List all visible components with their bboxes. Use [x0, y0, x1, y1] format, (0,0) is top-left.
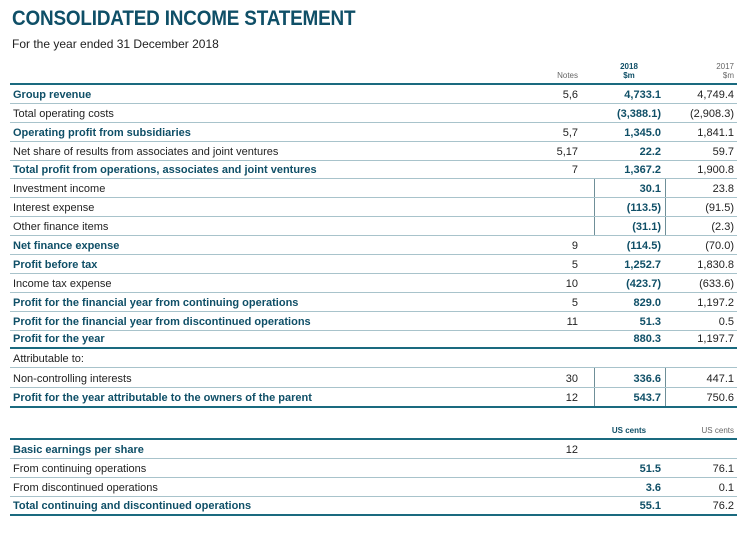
row-value-2018: 51.3 [639, 315, 661, 328]
row-notes: 12 [565, 443, 578, 456]
row-value-2017: 447.1 [706, 373, 734, 386]
row-value-2018: 880.3 [633, 333, 661, 346]
table-row [10, 255, 737, 274]
table-row [10, 293, 737, 312]
row-value-2017: (2.3) [711, 221, 734, 234]
row-value-2018: 1,345.0 [624, 126, 661, 139]
row-label: Net share of results from associates and joint ventures [13, 145, 279, 158]
row-notes: 10 [565, 277, 578, 290]
page-title: CONSOLIDATED INCOME STATEMENT [12, 7, 356, 30]
table-row [10, 161, 737, 180]
row-label: Interest expense [13, 202, 95, 215]
earnings-per-share-table [10, 420, 737, 516]
eps-2017-header: US cents [701, 426, 734, 435]
row-notes: 9 [571, 240, 578, 253]
table-header [10, 58, 737, 85]
row-label: Operating profit from subsidiaries [13, 126, 191, 139]
table-row [10, 368, 737, 388]
row-value-2018: 1,367.2 [624, 164, 661, 177]
table-row [10, 459, 737, 478]
table-row [10, 388, 737, 408]
row-value-2017: 1,830.8 [697, 258, 734, 271]
row-value-2017: 0.1 [718, 481, 734, 494]
row-value-2017: 1,841.1 [697, 126, 734, 139]
row-label: Profit for the financial year from discontinued operations [13, 315, 311, 328]
row-label: Group revenue [13, 88, 92, 101]
row-notes: 5 [571, 258, 578, 271]
row-value-2017: 4,749.4 [697, 88, 734, 101]
row-label: Income tax expense [13, 277, 112, 290]
row-label: Profit for the year [13, 333, 105, 346]
row-label: Total operating costs [13, 107, 114, 120]
row-value-2018: (114.5) [626, 240, 661, 253]
year-2017-header [666, 62, 734, 80]
row-notes: 5 [571, 296, 578, 309]
table-row [10, 331, 737, 350]
row-value-2018: 22.2 [639, 145, 661, 158]
row-label: Other finance items [13, 221, 109, 234]
row-label: From discontinued operations [13, 481, 158, 494]
row-value-2017: 59.7 [712, 145, 734, 158]
row-value-2018: (3,388.1) [616, 107, 661, 120]
row-value-2017: 1,900.8 [697, 164, 734, 177]
row-label: Non-controlling interests [13, 373, 132, 386]
row-value-2017: 750.6 [706, 392, 734, 405]
row-value-2017: (2,908.3) [689, 107, 734, 120]
row-value-2017: 0.5 [718, 315, 734, 328]
table-row [10, 497, 737, 516]
row-value-2018: (423.7) [626, 277, 661, 290]
row-value-2017: 1,197.7 [697, 333, 734, 346]
row-value-2018: 1,252.7 [624, 258, 661, 271]
table-row [10, 179, 737, 198]
eps-2018-header: US cents [611, 426, 647, 435]
table-row [10, 85, 737, 104]
row-value-2017: 23.8 [712, 183, 734, 196]
row-value-2017: (633.6) [699, 277, 734, 290]
table-row [10, 274, 737, 293]
row-value-2018: 55.1 [639, 499, 661, 512]
row-label: Profit before tax [13, 258, 98, 271]
row-notes: 30 [565, 373, 578, 386]
row-notes: 5,7 [562, 126, 578, 139]
row-label: From continuing operations [13, 462, 147, 475]
row-label: Total continuing and discontinued operations [13, 499, 252, 512]
row-label: Investment income [13, 183, 106, 196]
row-value-2017: (91.5) [705, 202, 734, 215]
row-label: Total profit from operations, associates and joint ventures [13, 164, 317, 177]
year-2018-label: 2018 [620, 62, 638, 71]
row-notes: 5,17 [556, 145, 578, 158]
table-row [10, 104, 737, 123]
row-label: Net finance expense [13, 240, 120, 253]
row-value-2018: 51.5 [639, 462, 661, 475]
table-row [10, 123, 737, 142]
eps-table-header [10, 420, 737, 440]
row-label: Profit for the year attributable to the owners of the parent [13, 392, 312, 405]
row-value-2017: 76.2 [712, 499, 734, 512]
row-value-2017: 76.1 [712, 462, 734, 475]
table-row [10, 142, 737, 161]
table-row [10, 217, 737, 236]
row-notes: 11 [566, 315, 578, 328]
table-row [10, 312, 737, 331]
income-statement-table [10, 58, 737, 408]
table-row [10, 440, 737, 459]
table-row [10, 349, 737, 368]
unit-2017-label: $m [722, 71, 734, 80]
table-row [10, 236, 737, 255]
row-label: Profit for the financial year from continuing operations [13, 296, 299, 309]
year-2017-label: 2017 [716, 62, 734, 71]
year-2018-header [594, 62, 664, 80]
row-value-2018: 543.7 [633, 392, 661, 405]
row-value-2018: (113.5) [626, 202, 661, 215]
page-subtitle: For the year ended 31 December 2018 [12, 37, 219, 51]
row-value-2017: 1,197.2 [697, 296, 734, 309]
table-row [10, 478, 737, 497]
row-notes: 7 [571, 164, 578, 177]
row-notes: 12 [565, 392, 578, 405]
table-row [10, 198, 737, 217]
row-value-2018: 829.0 [633, 296, 661, 309]
row-label: Attributable to: [13, 353, 84, 366]
row-value-2018: (31.1) [632, 221, 661, 234]
row-value-2018: 3.6 [645, 481, 661, 494]
row-label: Basic earnings per share [13, 443, 144, 456]
row-notes: 5,6 [562, 88, 578, 101]
row-value-2018: 30.1 [639, 183, 661, 196]
notes-header: Notes [557, 71, 578, 80]
row-value-2018: 4,733.1 [624, 88, 661, 101]
unit-2018-label: $m [623, 71, 635, 80]
row-value-2018: 336.6 [633, 373, 661, 386]
row-value-2017: (70.0) [705, 240, 734, 253]
